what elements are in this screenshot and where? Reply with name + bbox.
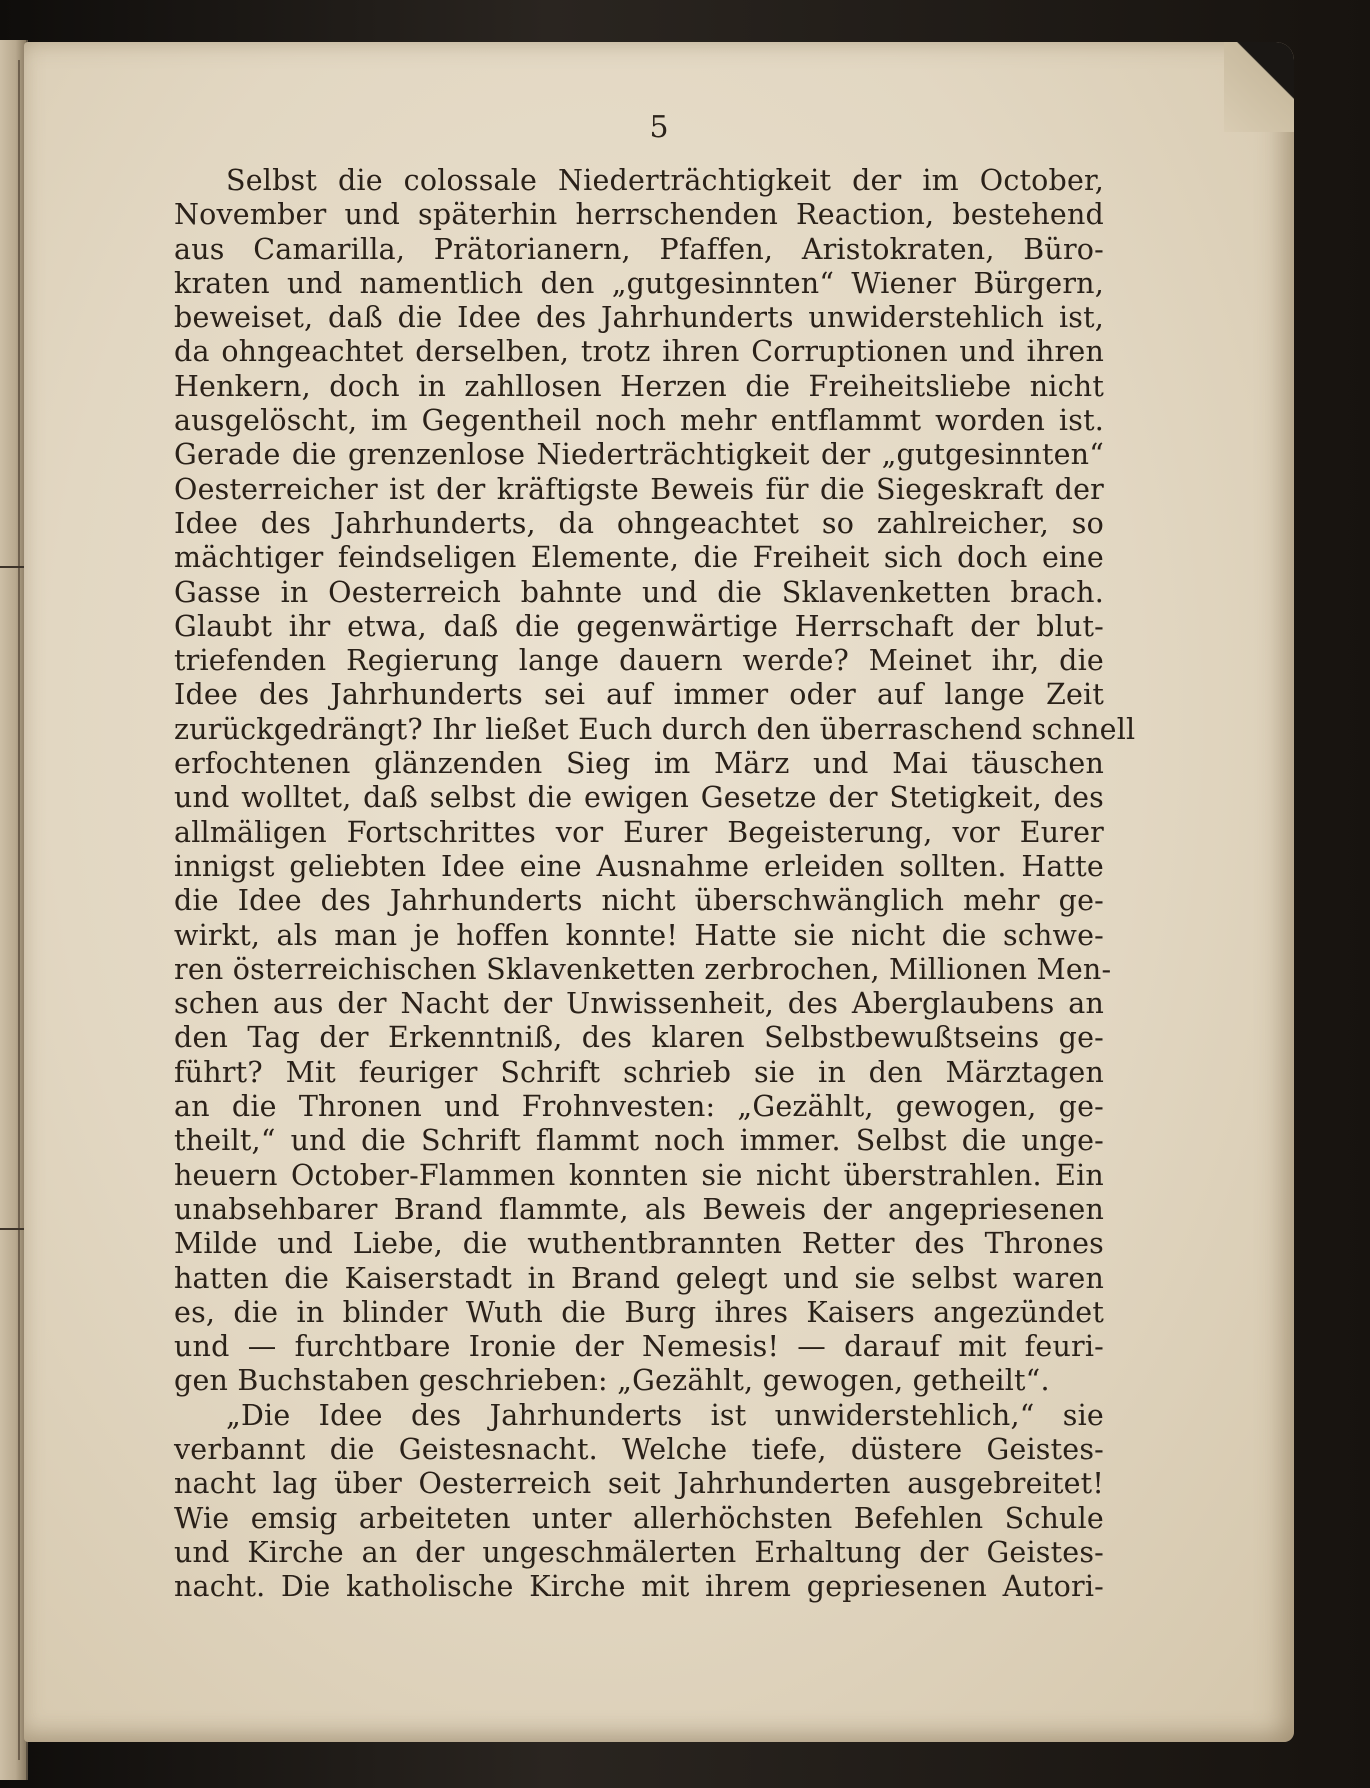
text-line: nacht. Die katholische Kirche mit ihrem gepriesenen Autori- xyxy=(174,1570,1104,1604)
text-line: und — furchtbare Ironie der Nemesis! — darauf mit feuri- xyxy=(174,1330,1104,1364)
text-line: den Tag der Erkenntniß, des klaren Selbstbewußtseins ge- xyxy=(174,1021,1104,1055)
text-line: an die Thronen und Frohnvesten: „Gezählt, gewogen, ge- xyxy=(174,1090,1104,1124)
text-line: Gasse in Oesterreich bahnte und die Sklavenketten brach. xyxy=(174,575,1104,609)
text-line: „Die Idee des Jahrhunderts ist unwiderstehlich,“ sie xyxy=(226,1398,1104,1432)
text-line: Selbst die colossale Niederträchtigkeit der im October, xyxy=(226,164,1104,197)
text-line: aus Camarilla, Prätorianern, Pfaffen, Aristokraten, Büro- xyxy=(174,232,1104,266)
text-line: und Kirche an der ungeschmälerten Erhaltung der Geistes- xyxy=(174,1535,1104,1569)
text-line: Gerade die grenzenlose Niederträchtigkeit der „gutgesinnten“ xyxy=(174,438,1104,472)
text-line: beweiset, daß die Idee des Jahrhunderts unwiderstehlich ist, xyxy=(174,301,1104,335)
text-line: da ohngeachtet derselben, trotz ihren Corruptionen und ihren xyxy=(174,335,1104,369)
text-line: gen Buchstaben geschrieben: „Gezählt, gewogen, getheilt“. xyxy=(174,1364,1050,1398)
text-line: kraten und namentlich den „gutgesinnten“ Wiener Bürgern, xyxy=(174,266,1104,300)
text-line: Oesterreicher ist der kräftigste Beweis für die Siegeskraft der xyxy=(174,472,1104,506)
text-line: hatten die Kaiserstadt in Brand gelegt und sie selbst waren xyxy=(174,1261,1104,1295)
text-line: triefenden Regierung lange dauern werde? Meinet ihr, die xyxy=(174,644,1104,678)
text-line: allmäligen Fortschrittes vor Eurer Begeisterung, vor Eurer xyxy=(174,815,1104,849)
text-line: mächtiger feindseligen Elemente, die Freiheit sich doch eine xyxy=(174,541,1104,575)
body-text xyxy=(174,164,1136,1604)
text-line: nacht lag über Oesterreich seit Jahrhunderten ausgebreitet! xyxy=(174,1467,1104,1501)
text-line: erfochtenen glänzenden Sieg im März und Mai täuschen xyxy=(174,747,1104,781)
text-line: ausgelöscht, im Gegentheil noch mehr entflammt worden ist. xyxy=(174,404,1104,438)
page-number: 5 xyxy=(649,110,669,145)
text-line: innigst geliebten Idee eine Ausnahme erleiden sollten. Hatte xyxy=(174,849,1104,883)
text-line: und wolltet, daß selbst die ewigen Gesetze der Stetigkeit, des xyxy=(174,781,1104,815)
text-line: Wie emsig arbeiteten unter allerhöchsten Befehlen Schule xyxy=(174,1501,1104,1535)
text-line: verbannt die Geistesnacht. Welche tiefe, düstere Geistes- xyxy=(174,1432,1104,1466)
text-line: Idee des Jahrhunderts, da ohngeachtet so zahlreicher, so xyxy=(174,506,1104,540)
text-line: zurückgedrängt? Ihr ließet Euch durch den überraschend schnell xyxy=(174,712,1136,746)
page-sheet xyxy=(24,42,1294,1742)
text-line: wirkt, als man je hoffen konnte! Hatte sie nicht die schwe- xyxy=(174,918,1104,952)
binding-gutter xyxy=(18,60,20,1760)
text-line: Milde und Liebe, die wuthentbrannten Retter des Thrones xyxy=(174,1227,1104,1261)
text-line: November und späterhin herrschenden Reaction, bestehend xyxy=(174,198,1104,232)
text-line: unabsehbarer Brand flammte, als Beweis der angepriesenen xyxy=(174,1192,1104,1226)
text-line: es, die in blinder Wuth die Burg ihres Kaisers angezündet xyxy=(174,1295,1104,1329)
text-line: schen aus der Nacht der Unwissenheit, des Aberglaubens an xyxy=(174,987,1104,1021)
text-line: Idee des Jahrhunderts sei auf immer oder auf lange Zeit xyxy=(174,678,1104,712)
text-line: Glaubt ihr etwa, daß die gegenwärtige Herrschaft der blut- xyxy=(174,609,1104,643)
text-line: heuern October-Flammen konnten sie nicht überstrahlen. Ein xyxy=(174,1158,1104,1192)
text-line: ren österreichischen Sklavenketten zerbrochen, Millionen Men- xyxy=(174,952,1112,986)
text-line: die Idee des Jahrhunderts nicht überschwänglich mehr ge- xyxy=(174,884,1104,918)
text-line: Henkern, doch in zahllosen Herzen die Freiheitsliebe nicht xyxy=(174,369,1104,403)
text-line: führt? Mit feuriger Schrift schrieb sie in den Märztagen xyxy=(174,1055,1104,1089)
text-line: theilt,“ und die Schrift flammt noch immer. Selbst die unge- xyxy=(174,1124,1104,1158)
